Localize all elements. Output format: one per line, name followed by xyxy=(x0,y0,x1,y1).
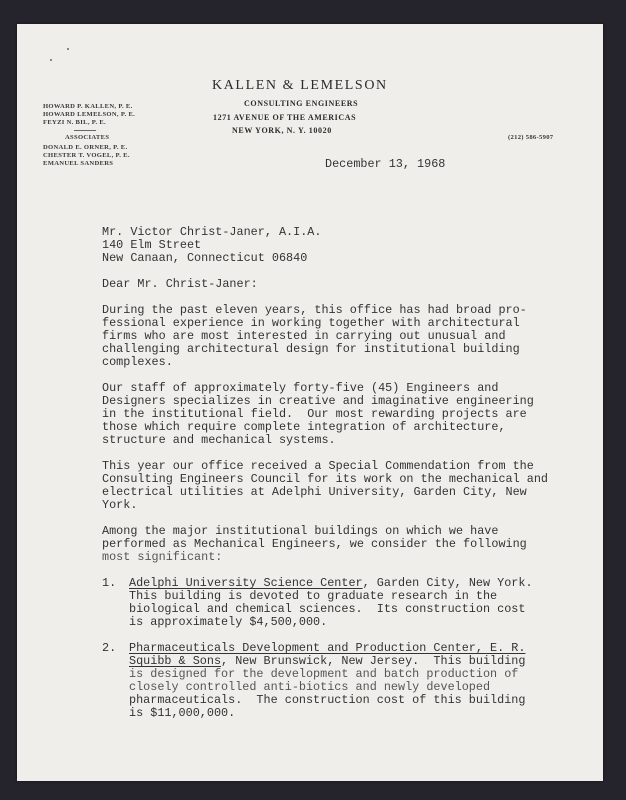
recipient-line: 140 Elm Street xyxy=(102,238,202,252)
stray-mark xyxy=(67,48,69,50)
firm-address-line1: 1271 AVENUE OF THE AMERICAS xyxy=(213,113,357,122)
project-line: closely controlled anti-biotics and newly developed xyxy=(129,680,491,694)
paragraph-line: structure and mechanical systems. xyxy=(102,433,336,447)
paragraph-line: Among the major institutional buildings on which we have xyxy=(102,524,499,538)
paragraph-line: electrical utilities at Adelphi University, Garden City, New xyxy=(102,485,527,499)
project-line: pharmaceuticals. The construction cost of this building xyxy=(129,693,526,707)
firm-subtitle: CONSULTING ENGINEERS xyxy=(244,99,359,108)
recipient-line: Mr. Victor Christ-Janer, A.I.A. xyxy=(102,225,322,239)
paragraph-line: in the institutional field. Our most rewarding projects are xyxy=(102,407,527,421)
paragraph-line: performed as Mechanical Engineers, we consider the following xyxy=(102,537,527,551)
partner-name: HOWARD P. KALLEN, P. E. xyxy=(43,103,133,110)
paragraph-line: Designers specializes in creative and imaginative engineering xyxy=(102,394,534,408)
partner-name: FEYZI N. BIL, P. E. xyxy=(43,119,106,126)
paragraph-line: firms who are most interested in carrying out unusual and xyxy=(102,329,506,343)
project-title: Squibb & Sons xyxy=(129,654,222,668)
associates-label: ASSOCIATES xyxy=(65,134,110,141)
stray-mark xyxy=(50,59,52,61)
associate-name: DONALD E. ORNER, P. E. xyxy=(43,144,128,151)
paragraph-line: fessional experience in working together with architectural xyxy=(102,316,520,330)
partner-name: HOWARD LEMELSON, P. E. xyxy=(43,111,136,118)
project-line: is approximately $4,500,000. xyxy=(129,615,328,629)
firm-name: KALLEN & LEMELSON xyxy=(212,78,388,93)
paragraph-line: Our staff of approximately forty-five (45) Engineers and xyxy=(102,381,499,395)
letter-date: December 13, 1968 xyxy=(325,157,446,171)
project-location: , Garden City, New York. xyxy=(362,576,533,590)
paragraph-line: those which require complete integration of architecture, xyxy=(102,420,506,434)
project-location: , New Brunswick, New Jersey. This building xyxy=(221,654,526,668)
paragraph-line: most significant: xyxy=(102,550,223,564)
paragraph-line: York. xyxy=(102,498,138,512)
recipient-line: New Canaan, Connecticut 06840 xyxy=(102,251,308,265)
associate-name: EMANUEL SANDERS xyxy=(43,160,114,167)
project-number: 2. xyxy=(102,641,117,655)
project-line: is $11,000,000. xyxy=(129,706,236,720)
paragraph-line: Consulting Engineers Council for its work on the mechanical and xyxy=(102,472,548,486)
project-title: Adelphi University Science Center xyxy=(129,576,363,590)
paragraph-line: During the past eleven years, this office has had broad pro- xyxy=(102,303,527,317)
divider xyxy=(74,130,96,131)
project-line: This building is devoted to graduate research in the xyxy=(129,589,498,603)
paragraph-line: challenging architectural design for institutional building xyxy=(102,342,520,356)
project-title: Pharmaceuticals Development and Production Center, E. R. xyxy=(129,641,526,655)
firm-address-line2: NEW YORK, N. Y. 10020 xyxy=(232,126,332,135)
salutation: Dear Mr. Christ-Janer: xyxy=(102,277,258,291)
associate-name: CHESTER T. VOGEL, P. E. xyxy=(43,152,130,159)
project-line: biological and chemical sciences. Its construction cost xyxy=(129,602,526,616)
project-number: 1. xyxy=(102,576,117,590)
paragraph-line: This year our office received a Special Commendation from the xyxy=(102,459,534,473)
firm-phone: (212) 586-5907 xyxy=(508,134,554,141)
project-title-line xyxy=(129,576,533,590)
project-line: is designed for the development and batch production of xyxy=(129,667,519,681)
paragraph-line: complexes. xyxy=(102,355,173,369)
project-title-line xyxy=(129,654,525,668)
